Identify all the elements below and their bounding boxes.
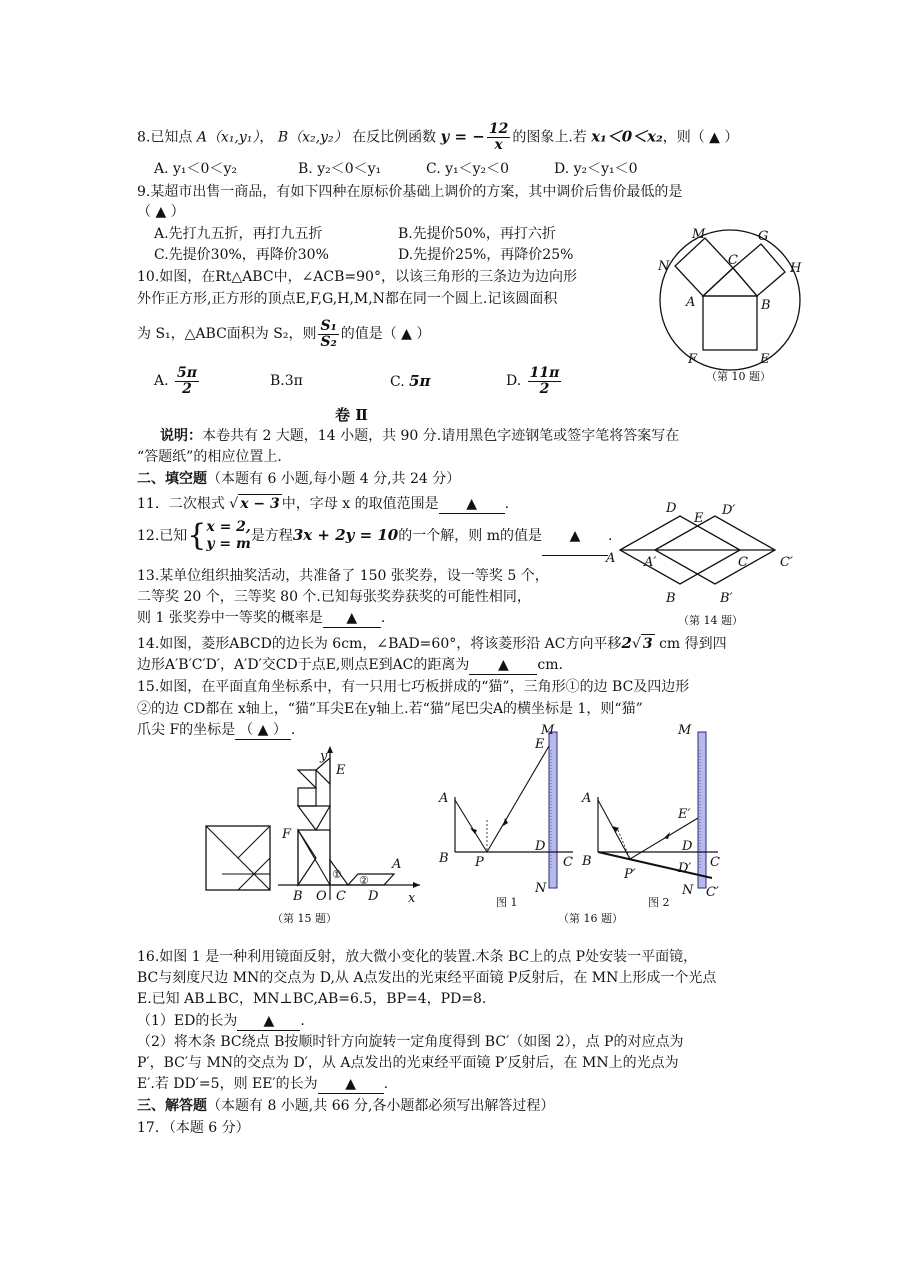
fig16-1-label-e: E [535, 737, 545, 752]
figure-14 [600, 498, 800, 608]
question-13-line1: 13.某单位组织抽奖活动，共准备了 150 张奖券，设一等奖 5 个， [137, 568, 549, 584]
q8-suffix1: 的图象上.若 [512, 129, 587, 146]
q8-function-fraction [487, 122, 510, 153]
fig10-label-f: F [688, 352, 698, 367]
q10-ratio-fraction [318, 319, 338, 350]
part-2-title: 卷 Ⅱ [335, 406, 368, 424]
q8-point-a: A（x₁,y₁） [196, 129, 260, 146]
question-10-line2: 外作正方形,正方形的顶点E,F,G,H,M,N都在同一个圆上.记该圆面积 [137, 291, 558, 307]
figure-15 [198, 740, 428, 910]
figure-15-caption: （第 15 题） [272, 912, 337, 925]
q10-option-d-fraction [528, 366, 562, 397]
section-3-title: 三、解答题 [137, 1098, 207, 1114]
part-2-note-line2: “答题纸”的相应位置上. [137, 449, 282, 465]
q14-shift-radicand: 3 [642, 636, 653, 652]
fig10-label-c: C [728, 253, 738, 268]
q8-function-lhs: y = − [440, 127, 485, 146]
section-3-header [137, 1097, 554, 1115]
q9-option-d: D.先提价25%，再降价25% [398, 247, 574, 263]
q10-line3-pre: 为 S₁，△ABC面积为 S₂，则 [137, 326, 317, 342]
fig10-label-a: A [686, 295, 696, 310]
fig15-label-b: B [293, 889, 303, 904]
fig16-2-label-d: D [682, 839, 693, 854]
fig15-label-y: y [320, 749, 328, 764]
fig16-1-label-m: M [541, 723, 555, 738]
fig15-head [298, 788, 316, 806]
q16-sub1-answer-blank: ▲ [237, 1012, 300, 1031]
q8-point-b: B（x₂,y₂） [277, 129, 348, 146]
q16-sub2-answer-blank: ▲ [318, 1075, 384, 1094]
fig14-label-ap: A′ [644, 555, 657, 570]
fig10-square-bc [733, 244, 785, 296]
question-9-stem: 9.某超市出售一商品，有如下四种在原标价基础上调价的方案，其中调价后售价最低的是 [137, 184, 683, 200]
q12-eq2: y = m [206, 536, 251, 552]
fig16-1-label-b: B [439, 851, 449, 866]
q12-post: 的一个解，则 m的值是 [398, 528, 542, 544]
q12-equation: 3x + 2y = 10 [292, 526, 399, 544]
q12-system [206, 519, 250, 553]
q11-sqrt: √ x − 3 [229, 496, 280, 512]
fig16-1-label-c: C [563, 855, 573, 870]
question-16-line2: BC与刻度尺边 MN的交点为 D,从 A点发出的光束经平面镜 P反射后，在 MN上形成一个光点 [137, 970, 717, 986]
q8-option-c: C. y₁＜y₂＜0 [426, 161, 510, 177]
q10-option-a-den: 2 [182, 380, 192, 397]
q10-option-d [506, 363, 563, 399]
fig16-1-label-d: D [535, 839, 546, 854]
q8-mid: 在反比例函数 [352, 129, 437, 146]
fig16-2-label-ep: E′ [678, 807, 691, 822]
fig10-label-m: M [692, 227, 706, 242]
q10-option-a-label: A. [154, 373, 169, 389]
q8-option-d: D. y₂＜y₁＜0 [554, 161, 638, 177]
fig15-label-d: D [368, 889, 379, 904]
q14-line2-pre: 边形A′B′C′D′，A′D′交CD于点E,则点E到AC的距离为 [137, 657, 470, 673]
fig16-1-ray-in [455, 800, 487, 852]
question-15-line3 [137, 721, 295, 740]
q15-line3-pre: 爪尖 F的坐标是 [137, 722, 236, 738]
q11-post: 中，字母 x 的取值范围是 [281, 496, 439, 512]
q10-option-d-label: D. [506, 373, 522, 389]
figure-10 [650, 220, 820, 390]
part-2-note-line1 [160, 427, 679, 445]
fig15-label-c: C [336, 889, 346, 904]
fig15-label-x: x [408, 891, 416, 906]
fig15-paw [298, 830, 316, 885]
part-2-note-text: 本卷共有 2 大题，14 小题，共 90 分.请用黑色字迹钢笔或签字笔将答案写在 [202, 428, 680, 444]
q10-ratio-num: S₁ [320, 317, 337, 334]
q10-option-c-value: 5π [409, 372, 431, 390]
fig10-circle [660, 230, 800, 370]
fig15-neck [298, 806, 330, 830]
question-11 [137, 494, 509, 514]
fig15-tangram-diag2 [238, 826, 270, 858]
q9-option-c: C.先提价30%，再降价30% [154, 247, 329, 263]
q9-option-b: B.先提价50%，再打六折 [398, 226, 556, 242]
fig16-1-label-a: A [439, 791, 449, 806]
fig15-label-e: E [336, 763, 346, 778]
q11-answer-blank: ▲ [439, 495, 505, 514]
question-14-line1: 14.如图，菱形ABCD的边长为 6cm，∠BAD=60°，将该菱形沿 AC方向平移2√ 3 cm 得到四 [137, 634, 727, 652]
question-17-header: 17．（本题 6 分） [137, 1120, 250, 1136]
q15-end: . [290, 722, 296, 738]
q12-answer-blank: ▲ [542, 517, 608, 556]
fig10-label-h: H [790, 261, 802, 276]
q16-sub1-end: . [300, 1013, 305, 1029]
fig14-label-dp: D′ [722, 503, 736, 518]
section-2-header [137, 470, 460, 488]
q8-fraction-den: x [494, 137, 503, 153]
section-3-desc: （本题有 8 小题,共 66 分,各小题都必须写出解答过程） [207, 1098, 555, 1114]
q10-option-b: B.3π [270, 373, 303, 389]
fig16-2-label-m: M [678, 723, 692, 738]
q9-option-a: A.先打九五折，再打九五折 [154, 226, 323, 242]
fig14-label-cp: C′ [780, 555, 793, 570]
q8-prefix: 8.已知点 [137, 129, 193, 146]
fig15-x-arrow [413, 882, 420, 888]
fig16-2-label-pp: P′ [624, 867, 636, 882]
figure-16-2-caption: 图 2 [648, 896, 670, 909]
fig14-label-bp: B′ [720, 591, 733, 606]
q13-line3-text: 则 1 张奖券中一等奖的概率是 [137, 610, 323, 626]
fig16-2-bc-rotated [598, 852, 712, 878]
fig10-label-g: G [758, 229, 769, 244]
q12-eq1: x = 2, [206, 519, 251, 535]
question-10-line3 [137, 316, 430, 352]
q10-option-c-label: C. [390, 374, 405, 390]
question-16-sub1 [137, 1012, 305, 1031]
question-16-sub2-line3 [137, 1075, 388, 1094]
fig15-label-f: F [282, 827, 292, 842]
q14-answer-blank: ▲ [469, 656, 537, 675]
section-2-desc: （本题有 6 小题,每小题 4 分,共 24 分） [207, 471, 461, 487]
q16-sub2-end: . [383, 1076, 389, 1092]
q10-line3-post: 的值是（ ▲ ） [340, 326, 431, 342]
question-12 [137, 516, 612, 556]
fig15-quad-2 [348, 874, 394, 885]
q11-radicand: x − 3 [240, 496, 280, 512]
q14-line1-post: cm 得到四 [659, 636, 727, 652]
figure-16-1-caption: 图 1 [496, 896, 518, 909]
fig14-label-c: C [738, 555, 748, 570]
q10-option-a-num: 5π [177, 364, 198, 381]
q10-option-a-fraction [175, 366, 199, 397]
fig16-2-label-cp: C′ [706, 885, 719, 900]
q10-option-a [154, 363, 201, 399]
question-16-line3: E.已知 AB⊥BC，MN⊥BC,AB=6.5，BP=4，PD=8. [137, 991, 487, 1007]
fig15-y-arrow [327, 746, 333, 753]
figure-14-caption: （第 14 题） [678, 614, 743, 627]
fig15-label-one: ① [332, 868, 342, 881]
figure-16-2 [578, 720, 728, 900]
fig16-2-label-dp: D′ [678, 861, 692, 876]
fig16-1-ray-out [487, 746, 549, 852]
q11-end: . [504, 496, 510, 512]
fig10-label-n: N [658, 259, 670, 274]
q12-mid: 是方程 [250, 528, 293, 544]
question-15-line1: 15.如图，在平面直角坐标系中，有一只用七巧板拼成的“猫”，三角形①的边 BC及四边形 [137, 679, 690, 695]
fig14-label-a: A [606, 551, 616, 566]
question-14-line2 [137, 656, 563, 675]
question-10-line1: 10.如图，在Rt△ABC中，∠ACB=90°，以该三角形的三条边为边向形 [137, 269, 577, 285]
fig15-label-a: A [392, 857, 402, 872]
fig10-label-e: E [760, 352, 770, 367]
figure-16-caption: （第 16 题） [558, 912, 623, 925]
fig16-1-ruler [549, 732, 557, 888]
question-13-line3 [137, 609, 385, 628]
fig16-1-label-n: N [535, 881, 547, 896]
figure-16-1 [433, 720, 593, 900]
fig16-1-arrow-out [503, 818, 508, 826]
q12-brace: { [187, 518, 207, 553]
question-16-sub2-line2: P′，BC′与 MN的交点为 D′，从 A点发出的光束经平面镜 P′反射后，在 MN上的光点为 [137, 1055, 679, 1071]
fig16-2-label-a: A [582, 791, 592, 806]
fig14-label-e: E [694, 511, 704, 526]
question-16-line1: 16.如图 1 是一种利用镜面反射，放大微小变化的装置.木条 BC上的点 P处安装一平面镜， [137, 949, 698, 965]
fig14-label-b: B [666, 591, 676, 606]
fig10-triangle [703, 268, 757, 296]
question-9-answer-slot: （ ▲ ） [137, 204, 185, 220]
question-15-line2: ②的边 CD都在 x轴上，“猫”耳尖E在y轴上.若“猫”尾巴尖A的横坐标是 1，则“猫” [137, 701, 643, 717]
question-16-sub2-line1: （2）将木条 BC绕点 B按顺时针方向旋转一定角度得到 BC′（如图 2），点 P的对应点为 [137, 1034, 684, 1050]
q16-sub2-line3-pre: E′.若 DD′=5，则 EE′的长为 [137, 1076, 318, 1092]
q14-shift-coef: 2 [621, 634, 632, 652]
q10-ratio-den: S₂ [320, 333, 337, 350]
q8-option-a: A. y₁＜0＜y₂ [154, 161, 237, 177]
q10-option-d-den: 2 [539, 380, 550, 397]
figure-10-caption: （第 10 题） [706, 370, 771, 383]
fig10-label-b: B [761, 298, 771, 313]
fig14-label-d: D [666, 501, 677, 516]
part-2-note-label: 说明： [160, 428, 202, 444]
q10-option-d-num: 11π [529, 364, 560, 381]
question-13-line2: 二等奖 20 个，三等奖 80 个.已知每张奖券获奖的可能性相同， [137, 589, 531, 605]
q14-line2-post: cm. [537, 657, 563, 673]
fig16-2-arrow-in [612, 826, 619, 832]
fig15-label-o: O [316, 889, 327, 904]
q8-sep: ， [259, 129, 274, 146]
q8-option-b: B. y₂＜0＜y₁ [298, 161, 382, 177]
fig10-square-ab [703, 296, 757, 350]
q8-condition: x₁＜0＜x₂ [591, 127, 663, 146]
q10-option-c [390, 372, 431, 391]
q13-end: . [380, 610, 386, 626]
q12-end: . [607, 528, 613, 544]
q16-sub1-pre: （1）ED的长为 [137, 1013, 238, 1029]
fig16-2-ruler [698, 732, 706, 888]
fig15-label-two: ② [359, 874, 369, 887]
section-2-title: 二、填空题 [137, 471, 207, 487]
fig16-2-label-n: N [682, 883, 694, 898]
fig16-2-ray-in [598, 800, 630, 859]
q8-fraction-num: 12 [488, 121, 509, 137]
q15-answer-blank: （ ▲ ） [235, 721, 291, 740]
question-8-stem [137, 122, 738, 153]
q8-suffix2: ，则（ ▲ ） [662, 129, 739, 146]
q12-pre: 12.已知 [137, 528, 188, 544]
q13-answer-blank: ▲ [323, 609, 381, 628]
q14-line1-pre: 14.如图，菱形ABCD的边长为 6cm，∠BAD=60°，将该菱形沿 AC方向平移 [137, 636, 622, 652]
fig16-2-label-b: B [582, 854, 592, 869]
fig15-ear-left [298, 770, 316, 788]
q11-pre: 11．二次根式 [137, 496, 225, 512]
fig16-1-label-p: P [475, 855, 484, 870]
fig16-2-label-c: C [710, 855, 720, 870]
